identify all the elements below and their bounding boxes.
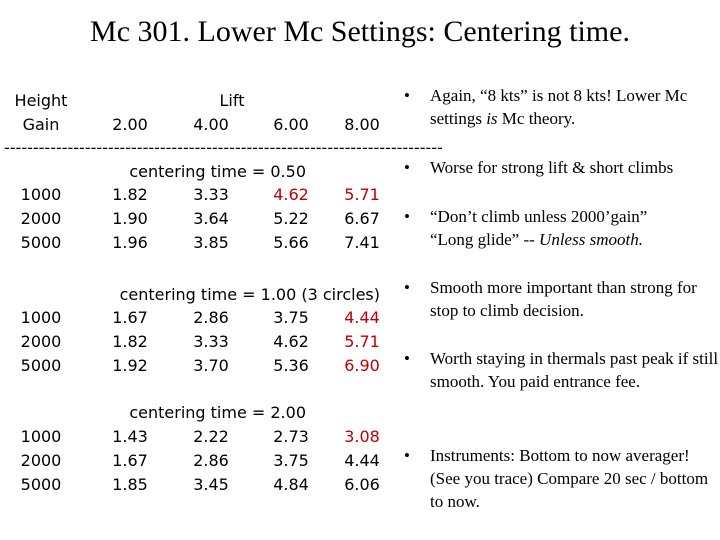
value-cell: 1.82 bbox=[112, 332, 148, 351]
value-cell: 4.84 bbox=[273, 475, 309, 494]
bullet-dot-icon: • bbox=[404, 446, 410, 465]
lift-value: 2.00 bbox=[112, 115, 148, 134]
value-cell: 3.75 bbox=[273, 308, 309, 327]
highlighted-value-cell: 6.90 bbox=[344, 356, 380, 375]
highlighted-value-cell: 4.62 bbox=[273, 185, 309, 204]
value-cell: 3.45 bbox=[193, 475, 229, 494]
value-cell: 1.43 bbox=[112, 427, 148, 446]
height-cell: 2000 bbox=[20, 451, 62, 470]
height-cell: 2000 bbox=[20, 209, 62, 228]
height-cell: 5000 bbox=[20, 475, 62, 494]
centering-time-label: centering time = 0.50 bbox=[129, 162, 306, 181]
value-cell: 2.73 bbox=[273, 427, 309, 446]
bullet-text: Again, “8 kts” is not 8 kts! Lower Mc settings is Mc theory. bbox=[430, 86, 688, 128]
highlighted-value-cell: 5.71 bbox=[344, 332, 380, 351]
value-cell: 1.92 bbox=[112, 356, 148, 375]
bullet-dot-icon: • bbox=[404, 349, 410, 368]
highlighted-value-cell: 4.44 bbox=[344, 308, 380, 327]
highlighted-value-cell: 5.71 bbox=[344, 185, 380, 204]
bullet-dot-icon: • bbox=[404, 207, 410, 226]
bullet-text: “Don’t climb unless 2000’gain” “Long glide” -- Unless smooth. bbox=[430, 207, 648, 249]
bullet-dot-icon: • bbox=[404, 158, 410, 177]
value-cell: 3.33 bbox=[193, 332, 229, 351]
height-cell: 5000 bbox=[20, 356, 62, 375]
value-cell: 5.36 bbox=[273, 356, 309, 375]
centering-time-label: centering time = 2.00 bbox=[129, 403, 306, 422]
lift-value: 8.00 bbox=[344, 115, 380, 134]
value-cell: 1.67 bbox=[112, 451, 148, 470]
bullet-text: Instruments: Bottom to now averager! (See you trace) Compare 20 sec / bottom to now. bbox=[430, 446, 709, 511]
value-cell: 6.67 bbox=[344, 209, 380, 228]
value-cell: 4.62 bbox=[273, 332, 309, 351]
height-cell: 5000 bbox=[20, 233, 62, 252]
bullet-dot-icon: • bbox=[404, 278, 410, 297]
bullet-text: Worse for strong lift & short climbs bbox=[430, 158, 674, 177]
lift-value: 6.00 bbox=[273, 115, 309, 134]
value-cell: 6.06 bbox=[344, 475, 380, 494]
value-cell: 3.70 bbox=[193, 356, 229, 375]
value-cell: 2.22 bbox=[193, 427, 229, 446]
table-divider: ---------------------------------------------------------------------------- bbox=[4, 138, 443, 157]
height-header: Height bbox=[14, 91, 68, 110]
height-cell: 2000 bbox=[20, 332, 62, 351]
height-cell: 1000 bbox=[20, 185, 62, 204]
value-cell: 2.86 bbox=[193, 308, 229, 327]
gain-header: Gain bbox=[22, 115, 60, 134]
height-cell: 1000 bbox=[20, 427, 62, 446]
centering-time-label: centering time = 1.00 (3 circles) bbox=[119, 285, 380, 304]
bullet-dot-icon: • bbox=[404, 86, 410, 105]
value-cell: 1.82 bbox=[112, 185, 148, 204]
value-cell: 1.90 bbox=[112, 209, 148, 228]
value-cell: 1.85 bbox=[112, 475, 148, 494]
bullet-text: Smooth more important than strong for stop to climb decision. bbox=[430, 278, 697, 320]
lift-value: 4.00 bbox=[193, 115, 229, 134]
bullet-text: Worth staying in thermals past peak if still smooth. You paid entrance fee. bbox=[430, 349, 719, 391]
value-cell: 3.33 bbox=[193, 185, 229, 204]
slide-title: Mc 301. Lower Mc Settings: Centering time. bbox=[90, 15, 630, 48]
height-cell: 1000 bbox=[20, 308, 62, 327]
value-cell: 5.22 bbox=[273, 209, 309, 228]
value-cell: 3.85 bbox=[193, 233, 229, 252]
value-cell: 2.86 bbox=[193, 451, 229, 470]
value-cell: 3.75 bbox=[273, 451, 309, 470]
highlighted-value-cell: 3.08 bbox=[344, 427, 380, 446]
value-cell: 1.67 bbox=[112, 308, 148, 327]
value-cell: 1.96 bbox=[112, 233, 148, 252]
value-cell: 7.41 bbox=[344, 233, 380, 252]
lift-header: Lift bbox=[219, 91, 245, 110]
value-cell: 4.44 bbox=[344, 451, 380, 470]
value-cell: 5.66 bbox=[273, 233, 309, 252]
value-cell: 3.64 bbox=[193, 209, 229, 228]
